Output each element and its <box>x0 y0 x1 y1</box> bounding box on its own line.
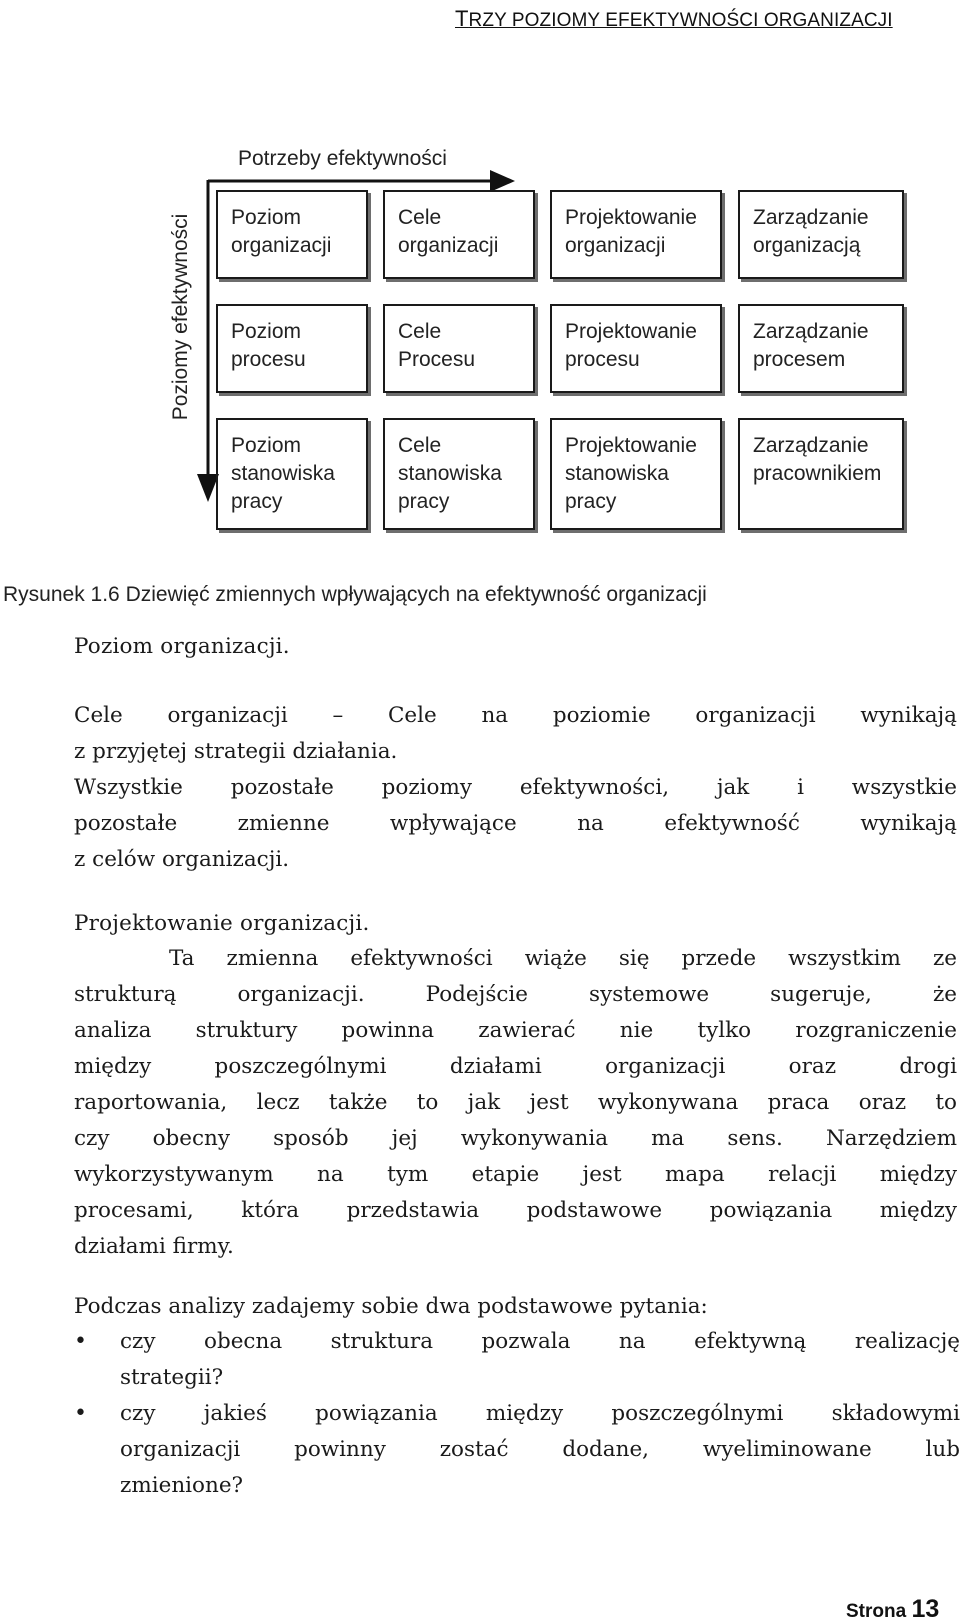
cell-text-line: organizacji <box>398 234 499 257</box>
design-line: Ta zmienna efektywności wiąże się przede wszystkim ze <box>169 946 957 971</box>
cell-text-line: Poziom <box>231 206 302 229</box>
bullet-icon: • <box>74 1401 87 1426</box>
figure-caption: Rysunek 1.6 Dziewięć zmiennych wpływających na efektywność organizacji <box>3 583 707 606</box>
cell-management-organization <box>738 190 904 279</box>
header-title-rest: RZY POZIOMY EFEKTYWNOŚCI ORGANIZACJI <box>468 10 893 31</box>
page-number: 13 <box>911 1595 940 1623</box>
cell-text-line: Poziom <box>231 434 302 457</box>
goals-line-3: Wszystkie pozostałe poziomy efektywności, jak i wszystkie <box>74 775 957 800</box>
bullet-line: czy obecna struktura pozwala na efektywną realizację <box>120 1329 960 1354</box>
design-line: strukturą organizacji. Podejście systemowe sugeruje, że <box>74 982 957 1007</box>
section-heading-org-level <box>74 629 957 665</box>
design-line: między poszczególnymi działami organizacji oraz drogi <box>74 1054 957 1079</box>
cell-management-process <box>738 304 904 393</box>
design-line: działami firmy. <box>74 1234 234 1259</box>
cell-text-line: Projektowanie <box>565 434 697 457</box>
goals-term: Cele organizacji <box>74 703 288 728</box>
section-heading-org-design <box>74 906 957 942</box>
levels-label: Poziomy efektywności <box>169 213 192 421</box>
cell-text-line: pracy <box>565 490 617 513</box>
footer-label: Strona <box>846 1601 907 1622</box>
goals-line-1 <box>74 698 957 734</box>
cell-text-line: procesem <box>753 348 846 371</box>
efficiency-variables-diagram <box>0 0 960 560</box>
cell-text-line: stanowiska <box>398 462 502 485</box>
cell-management-job <box>738 418 904 530</box>
cell-text-line: Projektowanie <box>565 206 697 229</box>
cell-text-line: pracownikiem <box>753 462 882 485</box>
cell-design-job <box>550 418 722 530</box>
cell-goals-process <box>383 304 535 393</box>
cell-text-line: Cele <box>398 320 442 343</box>
design-line: raportowania, lecz także to jak jest wykonywana praca oraz to <box>74 1090 957 1115</box>
cell-text-line: organizacją <box>753 234 861 257</box>
questions-list <box>70 1324 960 1504</box>
cell-design-process <box>550 304 722 393</box>
bullet-line: czy jakieś powiązania między poszczególnymi składowymi <box>120 1401 960 1426</box>
cell-text-line: pracy <box>398 490 450 513</box>
list-item <box>70 1396 960 1504</box>
questions-intro-text: Podczas analizy zadajemy sobie dwa podstawowe pytania: <box>74 1294 708 1319</box>
bullet-line: zmienione? <box>120 1473 244 1498</box>
list-item <box>70 1324 960 1396</box>
cell-text-line: Procesu <box>398 348 476 371</box>
cell-text-line: pracy <box>231 490 283 513</box>
goals-line-4: pozostałe zmienne wpływające na efektywność wynikają <box>74 811 957 836</box>
cell-goals-job <box>383 418 535 530</box>
heading-text: Poziom organizacji. <box>74 634 290 659</box>
cell-level-process <box>216 304 368 393</box>
bullet-line: organizacji powinny zostać dodane, wyeliminowane lub <box>120 1437 960 1462</box>
horizontal-arrow-head <box>490 170 515 192</box>
cell-text-line: Cele <box>398 206 442 229</box>
cell-text-line: Zarządzanie <box>753 320 869 343</box>
cell-text-line: stanowiska <box>231 462 335 485</box>
goals-line-2: z przyjętej strategii działania. <box>74 739 398 764</box>
cell-goals-organization <box>383 190 535 279</box>
cell-text-line: stanowiska <box>565 462 669 485</box>
design-line: analiza struktury powinna zawierać nie tylko rozgraniczenie <box>74 1018 957 1043</box>
cell-level-organization <box>216 190 368 279</box>
cell-text-line: Zarządzanie <box>753 206 869 229</box>
bullet-line: strategii? <box>120 1365 224 1390</box>
questions-intro <box>74 1289 957 1325</box>
design-line: czy obecny sposób jej wykonywania ma sens. Narzędziem <box>74 1126 957 1151</box>
design-line: wykorzystywanym na tym etapie jest mapa relacji między <box>74 1162 957 1187</box>
cell-text-line: organizacji <box>231 234 332 257</box>
cell-design-organization <box>550 190 722 279</box>
needs-label: Potrzeby efektywności <box>238 147 447 170</box>
cell-text-line: procesu <box>231 348 306 371</box>
cell-level-job <box>216 418 368 530</box>
cell-text-line: Cele <box>398 434 442 457</box>
goals-line-1-rest: – Cele na poziomie organizacji wynikają <box>287 703 957 728</box>
section-design-paragraph <box>74 941 957 1265</box>
cell-text-line: procesu <box>565 348 640 371</box>
cell-text-line: Poziom <box>231 320 302 343</box>
page-footer <box>846 1595 939 1624</box>
bullet-icon: • <box>74 1329 87 1354</box>
cell-text-line: Projektowanie <box>565 320 697 343</box>
design-line: procesami, która przedstawia podstawowe powiązania między <box>74 1198 957 1223</box>
heading-text-2: Projektowanie organizacji. <box>74 911 370 936</box>
cell-text-line: Zarządzanie <box>753 434 869 457</box>
cell-text-line: organizacji <box>565 234 666 257</box>
section-goals <box>74 698 957 878</box>
header-initial: T <box>455 6 469 31</box>
goals-line-5: z celów organizacji. <box>74 847 290 872</box>
